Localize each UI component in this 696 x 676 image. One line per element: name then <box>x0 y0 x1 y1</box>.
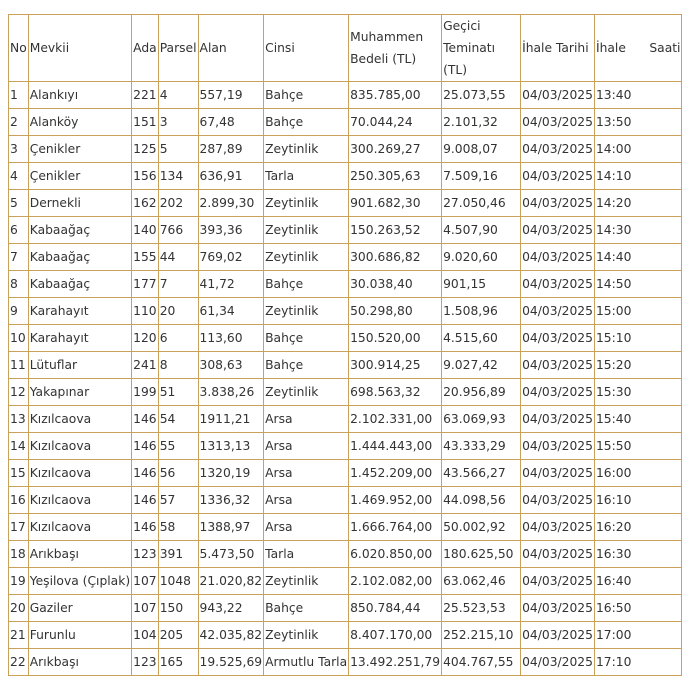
cell-bedel: 300.914,25 <box>349 352 442 379</box>
cell-teminat: 9.008,07 <box>442 136 521 163</box>
cell-parsel: 150 <box>158 595 198 622</box>
cell-ada: 146 <box>132 460 159 487</box>
cell-saat: 16:00 <box>594 460 682 487</box>
cell-tarih: 04/03/2025 <box>521 379 595 406</box>
cell-no: 21 <box>9 622 29 649</box>
table-row <box>9 298 682 325</box>
cell-ada: 140 <box>132 217 159 244</box>
cell-no: 3 <box>9 136 29 163</box>
cell-parsel: 51 <box>158 379 198 406</box>
auction-table-container <box>8 14 682 676</box>
cell-tarih: 04/03/2025 <box>521 271 595 298</box>
cell-alan: 636,91 <box>198 163 264 190</box>
cell-bedel: 835.785,00 <box>349 82 442 109</box>
cell-parsel: 8 <box>158 352 198 379</box>
table-row <box>9 163 682 190</box>
cell-ada: 146 <box>132 487 159 514</box>
cell-mevkii: Kızılcaova <box>28 460 131 487</box>
cell-alan: 1320,19 <box>198 460 264 487</box>
cell-no: 7 <box>9 244 29 271</box>
cell-mevkii: Gaziler <box>28 595 131 622</box>
auction-table <box>8 14 682 676</box>
cell-mevkii: Yakapınar <box>28 379 131 406</box>
cell-teminat: 180.625,50 <box>442 541 521 568</box>
cell-mevkii: Karahayıt <box>28 325 131 352</box>
cell-bedel: 850.784,44 <box>349 595 442 622</box>
cell-mevkii: Furunlu <box>28 622 131 649</box>
cell-alan: 21.020,82 <box>198 568 264 595</box>
cell-saat: 16:10 <box>594 487 682 514</box>
cell-bedel: 901.682,30 <box>349 190 442 217</box>
cell-no: 10 <box>9 325 29 352</box>
cell-saat: 16:40 <box>594 568 682 595</box>
cell-ada: 104 <box>132 622 159 649</box>
cell-bedel: 300.269,27 <box>349 136 442 163</box>
cell-saat: 16:50 <box>594 595 682 622</box>
cell-mevkii: Kızılcaova <box>28 487 131 514</box>
cell-cinsi: Zeytinlik <box>264 298 349 325</box>
cell-ada: 177 <box>132 271 159 298</box>
cell-teminat: 63.062,46 <box>442 568 521 595</box>
cell-cinsi: Bahçe <box>264 82 349 109</box>
cell-ada: 155 <box>132 244 159 271</box>
cell-alan: 2.899,30 <box>198 190 264 217</box>
cell-parsel: 4 <box>158 82 198 109</box>
cell-no: 18 <box>9 541 29 568</box>
cell-ada: 146 <box>132 514 159 541</box>
cell-saat: 15:40 <box>594 406 682 433</box>
table-row <box>9 325 682 352</box>
table-row <box>9 271 682 298</box>
cell-cinsi: Zeytinlik <box>264 379 349 406</box>
cell-bedel: 8.407.170,00 <box>349 622 442 649</box>
cell-alan: 42.035,82 <box>198 622 264 649</box>
cell-parsel: 766 <box>158 217 198 244</box>
cell-alan: 308,63 <box>198 352 264 379</box>
cell-cinsi: Zeytinlik <box>264 568 349 595</box>
cell-tarih: 04/03/2025 <box>521 433 595 460</box>
table-row <box>9 406 682 433</box>
cell-ada: 162 <box>132 190 159 217</box>
cell-cinsi: Arsa <box>264 406 349 433</box>
cell-teminat: 1.508,96 <box>442 298 521 325</box>
cell-ada: 241 <box>132 352 159 379</box>
table-row <box>9 595 682 622</box>
cell-alan: 1313,13 <box>198 433 264 460</box>
cell-tarih: 04/03/2025 <box>521 190 595 217</box>
cell-cinsi: Zeytinlik <box>264 190 349 217</box>
table-row <box>9 109 682 136</box>
cell-saat: 13:50 <box>594 109 682 136</box>
cell-bedel: 1.666.764,00 <box>349 514 442 541</box>
cell-teminat: 25.073,55 <box>442 82 521 109</box>
table-row <box>9 541 682 568</box>
header-no: No <box>9 15 29 82</box>
cell-teminat: 4.507,90 <box>442 217 521 244</box>
cell-saat: 16:20 <box>594 514 682 541</box>
table-row <box>9 190 682 217</box>
header-cinsi: Cinsi <box>264 15 349 82</box>
cell-alan: 769,02 <box>198 244 264 271</box>
cell-alan: 287,89 <box>198 136 264 163</box>
cell-saat: 15:50 <box>594 433 682 460</box>
cell-parsel: 57 <box>158 487 198 514</box>
cell-bedel: 2.102.082,00 <box>349 568 442 595</box>
cell-tarih: 04/03/2025 <box>521 487 595 514</box>
cell-mevkii: Kızılcaova <box>28 406 131 433</box>
cell-ada: 110 <box>132 298 159 325</box>
table-row <box>9 352 682 379</box>
cell-cinsi: Bahçe <box>264 271 349 298</box>
cell-teminat: 27.050,46 <box>442 190 521 217</box>
cell-no: 16 <box>9 487 29 514</box>
cell-saat: 17:00 <box>594 622 682 649</box>
cell-bedel: 2.102.331,00 <box>349 406 442 433</box>
cell-parsel: 3 <box>158 109 198 136</box>
cell-tarih: 04/03/2025 <box>521 298 595 325</box>
cell-saat: 15:30 <box>594 379 682 406</box>
cell-tarih: 04/03/2025 <box>521 136 595 163</box>
cell-teminat: 9.020,60 <box>442 244 521 271</box>
cell-cinsi: Arsa <box>264 514 349 541</box>
cell-no: 14 <box>9 433 29 460</box>
cell-cinsi: Arsa <box>264 487 349 514</box>
cell-tarih: 04/03/2025 <box>521 541 595 568</box>
header-alan: Alan <box>198 15 264 82</box>
cell-teminat: 4.515,60 <box>442 325 521 352</box>
cell-parsel: 5 <box>158 136 198 163</box>
cell-bedel: 150.520,00 <box>349 325 442 352</box>
cell-teminat: 63.069,93 <box>442 406 521 433</box>
cell-parsel: 165 <box>158 649 198 676</box>
table-row <box>9 217 682 244</box>
cell-alan: 61,34 <box>198 298 264 325</box>
table-row <box>9 622 682 649</box>
cell-bedel: 1.452.209,00 <box>349 460 442 487</box>
cell-tarih: 04/03/2025 <box>521 406 595 433</box>
cell-parsel: 56 <box>158 460 198 487</box>
cell-mevkii: Kızılcaova <box>28 514 131 541</box>
cell-tarih: 04/03/2025 <box>521 82 595 109</box>
cell-parsel: 55 <box>158 433 198 460</box>
cell-mevkii: Yeşilova (Çıplak) <box>28 568 131 595</box>
cell-cinsi: Arsa <box>264 433 349 460</box>
cell-mevkii: Kabaağaç <box>28 217 131 244</box>
cell-saat: 14:20 <box>594 190 682 217</box>
cell-no: 20 <box>9 595 29 622</box>
table-row <box>9 82 682 109</box>
table-row <box>9 568 682 595</box>
cell-mevkii: Dernekli <box>28 190 131 217</box>
cell-mevkii: Arıkbaşı <box>28 649 131 676</box>
cell-alan: 5.473,50 <box>198 541 264 568</box>
cell-teminat: 43.333,29 <box>442 433 521 460</box>
cell-parsel: 6 <box>158 325 198 352</box>
cell-bedel: 70.044,24 <box>349 109 442 136</box>
cell-bedel: 698.563,32 <box>349 379 442 406</box>
cell-teminat: 25.523,53 <box>442 595 521 622</box>
cell-mevkii: Karahayıt <box>28 298 131 325</box>
cell-cinsi: Bahçe <box>264 109 349 136</box>
cell-bedel: 300.686,82 <box>349 244 442 271</box>
cell-teminat: 20.956,89 <box>442 379 521 406</box>
cell-no: 19 <box>9 568 29 595</box>
cell-teminat: 43.566,27 <box>442 460 521 487</box>
cell-alan: 19.525,69 <box>198 649 264 676</box>
cell-ada: 107 <box>132 568 159 595</box>
cell-no: 1 <box>9 82 29 109</box>
table-row <box>9 649 682 676</box>
cell-bedel: 1.469.952,00 <box>349 487 442 514</box>
cell-saat: 14:30 <box>594 217 682 244</box>
table-row <box>9 433 682 460</box>
cell-mevkii: Arıkbaşı <box>28 541 131 568</box>
cell-alan: 1911,21 <box>198 406 264 433</box>
cell-cinsi: Armutlu Tarla <box>264 649 349 676</box>
cell-alan: 1336,32 <box>198 487 264 514</box>
cell-ada: 156 <box>132 163 159 190</box>
cell-mevkii: Kabaağaç <box>28 271 131 298</box>
cell-teminat: 2.101,32 <box>442 109 521 136</box>
cell-saat: 14:40 <box>594 244 682 271</box>
cell-tarih: 04/03/2025 <box>521 595 595 622</box>
cell-bedel: 30.038,40 <box>349 271 442 298</box>
table-row <box>9 514 682 541</box>
cell-parsel: 202 <box>158 190 198 217</box>
cell-parsel: 391 <box>158 541 198 568</box>
cell-teminat: 404.767,55 <box>442 649 521 676</box>
cell-cinsi: Arsa <box>264 460 349 487</box>
header-tarih: İhale Tarihi <box>521 15 595 82</box>
cell-no: 5 <box>9 190 29 217</box>
cell-no: 15 <box>9 460 29 487</box>
cell-ada: 146 <box>132 406 159 433</box>
cell-saat: 14:00 <box>594 136 682 163</box>
cell-parsel: 44 <box>158 244 198 271</box>
cell-no: 11 <box>9 352 29 379</box>
cell-parsel: 205 <box>158 622 198 649</box>
table-row <box>9 244 682 271</box>
header-saat: İhale Saati <box>594 15 682 82</box>
cell-bedel: 150.263,52 <box>349 217 442 244</box>
cell-bedel: 13.492.251,79 <box>349 649 442 676</box>
cell-cinsi: Tarla <box>264 163 349 190</box>
table-row <box>9 460 682 487</box>
cell-tarih: 04/03/2025 <box>521 325 595 352</box>
cell-bedel: 250.305,63 <box>349 163 442 190</box>
cell-alan: 943,22 <box>198 595 264 622</box>
cell-teminat: 44.098,56 <box>442 487 521 514</box>
cell-tarih: 04/03/2025 <box>521 622 595 649</box>
cell-tarih: 04/03/2025 <box>521 460 595 487</box>
cell-mevkii: Alanköy <box>28 109 131 136</box>
cell-tarih: 04/03/2025 <box>521 568 595 595</box>
cell-saat: 15:10 <box>594 325 682 352</box>
cell-saat: 16:30 <box>594 541 682 568</box>
cell-parsel: 1048 <box>158 568 198 595</box>
header-row <box>9 15 682 82</box>
cell-ada: 123 <box>132 649 159 676</box>
cell-cinsi: Zeytinlik <box>264 217 349 244</box>
cell-saat: 17:10 <box>594 649 682 676</box>
cell-ada: 107 <box>132 595 159 622</box>
cell-bedel: 50.298,80 <box>349 298 442 325</box>
cell-cinsi: Bahçe <box>264 352 349 379</box>
cell-no: 13 <box>9 406 29 433</box>
cell-teminat: 901,15 <box>442 271 521 298</box>
cell-alan: 113,60 <box>198 325 264 352</box>
cell-no: 9 <box>9 298 29 325</box>
cell-parsel: 7 <box>158 271 198 298</box>
cell-tarih: 04/03/2025 <box>521 352 595 379</box>
cell-alan: 1388,97 <box>198 514 264 541</box>
cell-ada: 199 <box>132 379 159 406</box>
cell-parsel: 134 <box>158 163 198 190</box>
cell-ada: 146 <box>132 433 159 460</box>
cell-cinsi: Tarla <box>264 541 349 568</box>
cell-tarih: 04/03/2025 <box>521 244 595 271</box>
cell-mevkii: Kabaağaç <box>28 244 131 271</box>
cell-ada: 221 <box>132 82 159 109</box>
cell-alan: 67,48 <box>198 109 264 136</box>
cell-teminat: 9.027,42 <box>442 352 521 379</box>
cell-no: 4 <box>9 163 29 190</box>
cell-teminat: 50.002,92 <box>442 514 521 541</box>
cell-saat: 13:40 <box>594 82 682 109</box>
cell-saat: 14:10 <box>594 163 682 190</box>
cell-saat: 14:50 <box>594 271 682 298</box>
cell-alan: 557,19 <box>198 82 264 109</box>
table-row <box>9 379 682 406</box>
cell-tarih: 04/03/2025 <box>521 163 595 190</box>
table-body <box>9 82 682 676</box>
cell-parsel: 58 <box>158 514 198 541</box>
cell-mevkii: Alankıyı <box>28 82 131 109</box>
cell-cinsi: Bahçe <box>264 595 349 622</box>
cell-ada: 120 <box>132 325 159 352</box>
cell-tarih: 04/03/2025 <box>521 109 595 136</box>
cell-no: 22 <box>9 649 29 676</box>
cell-no: 12 <box>9 379 29 406</box>
header-ada: Ada <box>132 15 159 82</box>
cell-bedel: 1.444.443,00 <box>349 433 442 460</box>
cell-tarih: 04/03/2025 <box>521 514 595 541</box>
cell-teminat: 7.509,16 <box>442 163 521 190</box>
cell-cinsi: Zeytinlik <box>264 136 349 163</box>
cell-mevkii: Çenikler <box>28 163 131 190</box>
header-bedel: Muhammen Bedeli (TL) <box>349 15 442 82</box>
cell-cinsi: Zeytinlik <box>264 622 349 649</box>
cell-saat: 15:20 <box>594 352 682 379</box>
cell-ada: 125 <box>132 136 159 163</box>
cell-no: 6 <box>9 217 29 244</box>
cell-saat: 15:00 <box>594 298 682 325</box>
cell-cinsi: Zeytinlik <box>264 244 349 271</box>
cell-bedel: 6.020.850,00 <box>349 541 442 568</box>
cell-no: 17 <box>9 514 29 541</box>
cell-no: 8 <box>9 271 29 298</box>
header-mevkii: Mevkii <box>28 15 131 82</box>
cell-cinsi: Bahçe <box>264 325 349 352</box>
cell-tarih: 04/03/2025 <box>521 649 595 676</box>
cell-alan: 41,72 <box>198 271 264 298</box>
cell-alan: 393,36 <box>198 217 264 244</box>
header-teminat: Geçici Teminatı (TL) <box>442 15 521 82</box>
cell-mevkii: Kızılcaova <box>28 433 131 460</box>
header-parsel: Parsel <box>158 15 198 82</box>
table-row <box>9 487 682 514</box>
table-row <box>9 136 682 163</box>
cell-mevkii: Çenikler <box>28 136 131 163</box>
cell-ada: 151 <box>132 109 159 136</box>
cell-ada: 123 <box>132 541 159 568</box>
cell-parsel: 20 <box>158 298 198 325</box>
cell-teminat: 252.215,10 <box>442 622 521 649</box>
cell-alan: 3.838,26 <box>198 379 264 406</box>
cell-tarih: 04/03/2025 <box>521 217 595 244</box>
cell-mevkii: Lütuflar <box>28 352 131 379</box>
cell-parsel: 54 <box>158 406 198 433</box>
cell-no: 2 <box>9 109 29 136</box>
